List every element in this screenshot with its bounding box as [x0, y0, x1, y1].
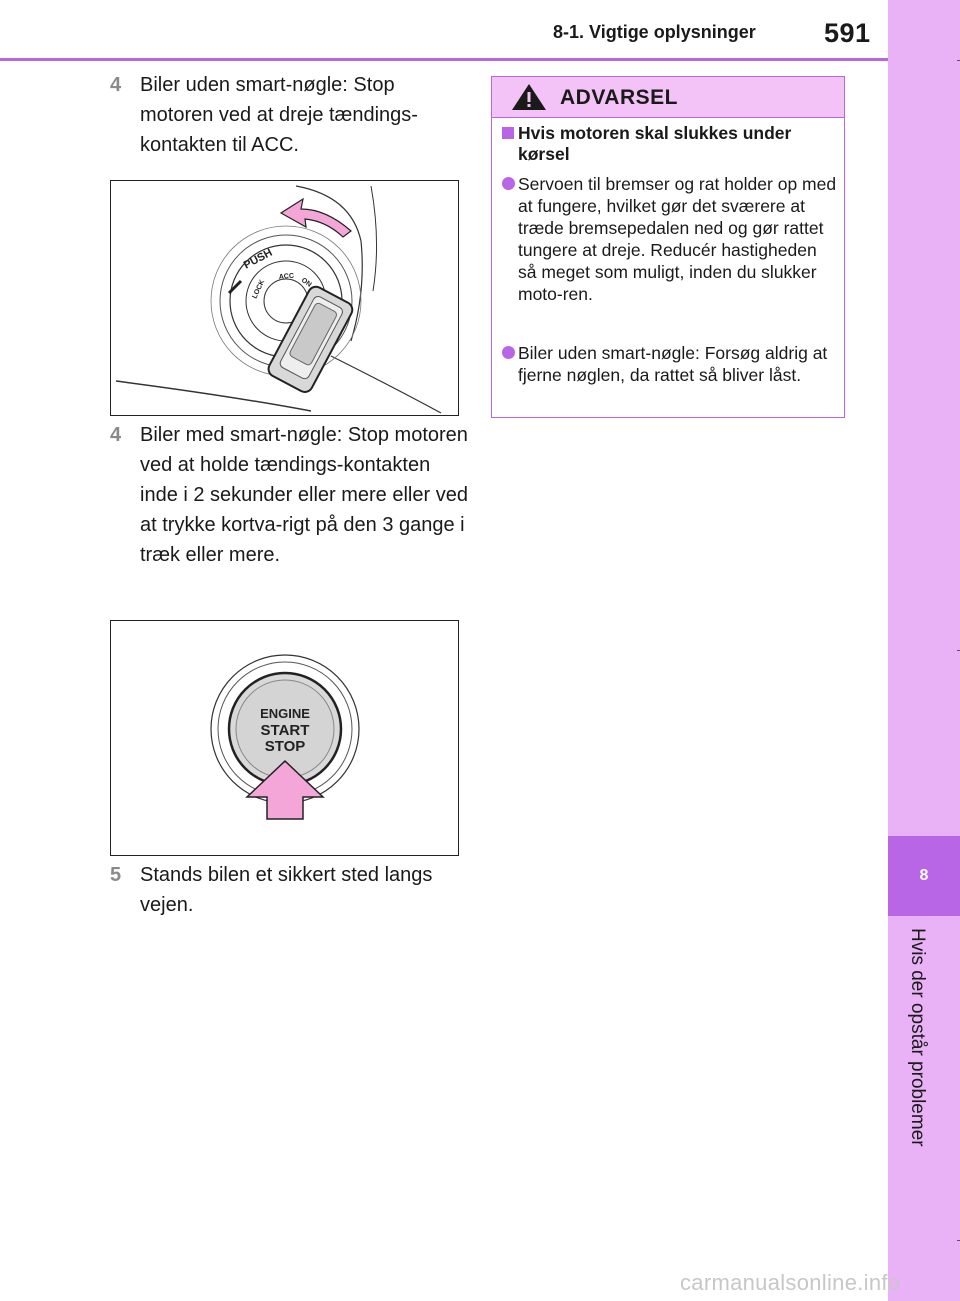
warning-bullet — [502, 173, 837, 305]
key-icon — [266, 284, 355, 395]
step-text: Stands bilen et sikkert sted langs vejen. — [140, 864, 433, 916]
warning-bullet-text: Servoen til bremser og rat holder op med at fungere, hvilket gør det sværere at træde bremsepedalen ned og gør rattet tungere at dreje. Reducér hastigheden så meget som muligt, inden du slukker moto-ren. — [518, 174, 837, 304]
acc-label: ACC — [278, 272, 295, 281]
warning-heading-text: Hvis motoren skal slukkes under kørsel — [518, 123, 792, 164]
step-number: 4 — [110, 74, 122, 96]
circle-bullet-icon — [502, 177, 515, 190]
warning-box — [491, 76, 845, 418]
header-rule — [0, 58, 888, 61]
warning-title: ADVARSEL — [560, 86, 678, 109]
chapter-number: 8 — [919, 867, 929, 884]
ignition-key-illustration — [111, 181, 458, 415]
engine-button-illustration — [111, 621, 458, 855]
step-text: Biler med smart-nøgle: Stop motoren ved at holde tændings-kontakten inde i 2 sekunder eller mere eller ved at trykke kortva-rigt på den 3 gange i træk eller mere. — [140, 424, 468, 566]
step-item — [110, 70, 470, 160]
section-title: 8-1. Vigtige oplysninger — [553, 22, 756, 42]
warning-triangle-icon — [510, 82, 548, 112]
chapter-tab[interactable] — [888, 836, 960, 916]
page-number: 591 — [824, 18, 871, 48]
stop-label: STOP — [264, 738, 306, 755]
lock-label: LOCK — [251, 278, 267, 300]
warning-heading — [502, 123, 837, 165]
square-bullet-icon — [502, 127, 514, 139]
step-number: 5 — [110, 864, 122, 886]
on-label: ON — [299, 276, 313, 289]
warning-header — [492, 77, 844, 118]
chapter-title: Hvis der opstår problemer — [907, 928, 928, 1147]
warning-bullet-text: Biler uden smart-nøgle: Forsøg aldrig at fjerne nøglen, da rattet så bliver låst. — [518, 343, 828, 385]
warning-bullet — [502, 342, 837, 386]
step-number: 4 — [110, 424, 122, 446]
circle-bullet-icon — [502, 346, 515, 359]
watermark: carmanualsonline.info — [680, 1270, 901, 1295]
start-label: START — [260, 722, 310, 739]
step-item — [110, 420, 470, 570]
push-label: PUSH — [241, 246, 275, 272]
engine-button-figure — [110, 620, 459, 856]
step-text: Biler uden smart-nøgle: Stop motoren ved at dreje tændings-kontakten til ACC. — [140, 74, 418, 156]
step-item — [110, 860, 470, 920]
push-arrow-icon — [229, 281, 241, 293]
ignition-key-figure — [110, 180, 459, 416]
engine-label: ENGINE — [260, 706, 310, 721]
